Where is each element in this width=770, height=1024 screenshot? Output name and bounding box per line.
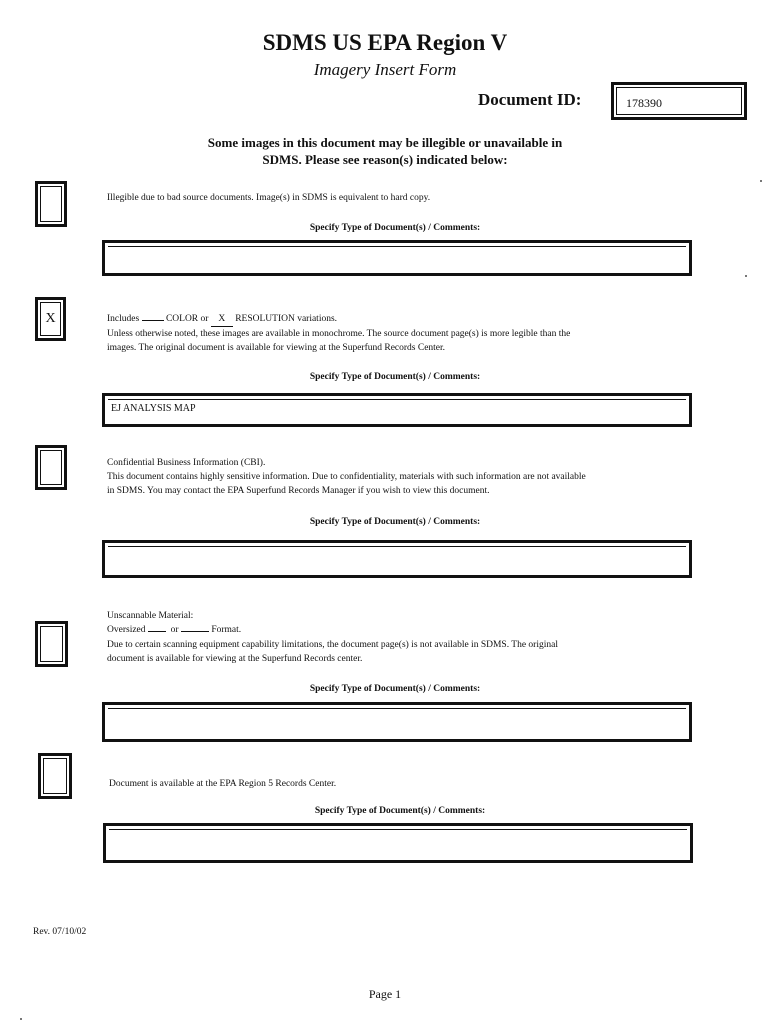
unscannable-line-2: [107, 624, 241, 637]
records-center-comment-box[interactable]: [103, 823, 693, 863]
records-center-spec-label: Specify Type of Document(s) / Comments:: [314, 806, 486, 816]
oversized-blank: [148, 631, 166, 632]
document-id-value: 178390: [626, 96, 662, 110]
unscannable-line-3: Due to certain scanning equipment capability limitations, the document page(s) is not available in SDMS. The original: [107, 640, 558, 650]
or-label: or: [170, 625, 179, 635]
format-blank: [181, 631, 209, 632]
notice-line-2: SDMS. Please see reason(s) indicated below:: [262, 152, 508, 167]
checkbox-color-resolution[interactable]: [35, 297, 66, 341]
color-line-1: [107, 313, 337, 327]
notice: [0, 134, 770, 168]
checkbox-inner: [40, 626, 63, 662]
comment-box-line: [108, 708, 686, 709]
unscannable-line-4: document is available for viewing at the Superfund Records center.: [107, 654, 363, 664]
comment-box-line: [108, 246, 686, 247]
color-comment-box[interactable]: [102, 393, 692, 427]
check-mark: X: [45, 311, 56, 326]
illegible-comment-box[interactable]: [102, 240, 692, 276]
cbi-line-3: in SDMS. You may contact the EPA Superfund Records Manager if you wish to view this document.: [107, 486, 490, 496]
checkbox-unscannable[interactable]: [35, 621, 68, 667]
unscannable-spec-label: Specify Type of Document(s) / Comments:: [309, 684, 481, 694]
resolution-blank: X: [211, 313, 233, 327]
document-id-box: [611, 82, 747, 120]
color-comment: EJ ANALYSIS MAP: [111, 403, 196, 414]
scan-speck: [745, 275, 747, 277]
unscannable-comment-box[interactable]: [102, 702, 692, 742]
unscannable-line-1: Unscannable Material:: [107, 611, 194, 621]
checkbox-inner: [40, 186, 62, 222]
includes-label: Includes: [107, 314, 140, 324]
notice-line-1: Some images in this document may be illegible or unavailable in: [207, 135, 563, 150]
color-line-2: Unless otherwise noted, these images are available in monochrome. The source document page(s) is more legible than the: [107, 329, 571, 339]
color-blank: [142, 320, 164, 321]
checkbox-cbi[interactable]: [35, 445, 67, 490]
oversized-label: Oversized: [107, 625, 146, 635]
format-label: Format.: [211, 625, 242, 635]
cbi-line-2: This document contains highly sensitive information. Due to confidentiality, materials with such information are not available: [107, 472, 586, 482]
illegible-spec-label: Specify Type of Document(s) / Comments:: [309, 223, 481, 233]
checkbox-records-center[interactable]: [38, 753, 72, 799]
revision-date: Rev. 07/10/02: [33, 927, 87, 937]
illegible-text: Illegible due to bad source documents. Image(s) in SDMS is equivalent to hard copy.: [107, 193, 431, 203]
checkbox-inner: [43, 758, 67, 794]
resolution-word: RESOLUTION variations.: [235, 314, 338, 324]
scan-speck: [760, 180, 762, 182]
form-subtitle: Imagery Insert Form: [313, 60, 457, 79]
cbi-line-1: Confidential Business Information (CBI).: [107, 458, 266, 468]
cbi-comment-box[interactable]: [102, 540, 692, 578]
color-word: COLOR or: [165, 314, 209, 324]
records-center-text: Document is available at the EPA Region 5 Records Center.: [109, 779, 337, 789]
scan-speck: [20, 1018, 22, 1020]
document-id-label: Document ID:: [478, 90, 582, 109]
comment-box-line: [109, 829, 687, 830]
comment-box-line: [108, 546, 686, 547]
checkbox-illegible[interactable]: [35, 181, 67, 227]
checkbox-inner: [40, 450, 62, 485]
page-number: Page 1: [368, 987, 402, 1001]
form-title: SDMS US EPA Region V: [262, 30, 508, 55]
cbi-spec-label: Specify Type of Document(s) / Comments:: [309, 517, 481, 527]
comment-box-line: [108, 399, 686, 400]
color-spec-label: Specify Type of Document(s) / Comments:: [309, 372, 481, 382]
color-line-3: images. The original document is available for viewing at the Superfund Records Center.: [107, 343, 446, 353]
